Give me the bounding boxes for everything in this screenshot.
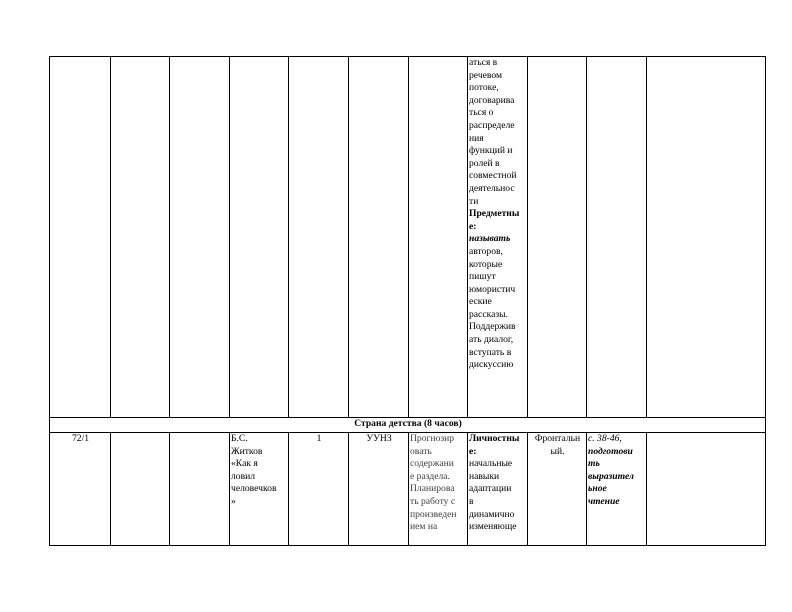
lesson-number: 72/1 [50, 433, 111, 546]
text-line: ием на [410, 521, 438, 533]
text-line: потоке, [469, 82, 499, 94]
table-cell [349, 57, 409, 418]
text-line: ть [588, 458, 600, 470]
lesson-topic [230, 433, 289, 546]
text-line: распределе [469, 119, 515, 131]
text-line: Житков [231, 445, 263, 457]
text-line: Фронтальн [534, 433, 581, 444]
text-line: речевом [469, 69, 503, 81]
text-line: Личностны [469, 433, 520, 444]
table-cell [50, 57, 111, 418]
text-line: вступать в [469, 346, 512, 358]
table-cell [111, 433, 170, 546]
text-line: деятельнос [469, 182, 515, 194]
table-cell [409, 57, 468, 418]
table-cell [170, 57, 230, 418]
text-line: овать [410, 445, 432, 457]
text-line: ти [469, 195, 479, 207]
activity-cell [409, 433, 468, 546]
text-line: выразител [588, 470, 634, 482]
text-line: содержани [410, 458, 454, 470]
table-cell [289, 57, 349, 418]
text-line: ться о [469, 107, 494, 119]
table-row [50, 433, 766, 546]
text-line: Планирова [410, 483, 455, 495]
text-line: изменяюще [469, 521, 517, 533]
results-cell [468, 57, 528, 418]
text-line: е: [469, 445, 477, 457]
text-line: авторов, [469, 245, 503, 257]
text-line: называть [469, 233, 511, 245]
text-line: чтение [588, 495, 620, 507]
text-line: Поддержив [469, 321, 516, 333]
text-line: человечков [231, 483, 277, 495]
text-line: Предметны [469, 208, 520, 220]
text-line: е раздела. [410, 470, 450, 482]
text-line: функций и [469, 145, 513, 157]
text-line: начальные [469, 458, 513, 470]
text-line: произведен [410, 508, 457, 520]
text-line: ать диалог, [469, 334, 514, 346]
text-line: «Как я [231, 458, 258, 470]
hours-count: 1 [289, 433, 349, 546]
text-line: адаптации [469, 483, 512, 495]
text-line: дискуссию [469, 359, 514, 371]
table-row [50, 57, 766, 418]
text-line: рассказы. [469, 308, 508, 320]
table-cell [647, 57, 766, 418]
table-cell [528, 57, 587, 418]
results-cell [468, 433, 528, 546]
text-line: Прогнозир [410, 433, 455, 444]
text-line: навыки [469, 470, 500, 482]
homework-cell [587, 433, 647, 546]
form-cell [528, 433, 587, 546]
text-line: Б.С. [231, 433, 248, 444]
text-line: с. 38-46, [588, 433, 622, 444]
table-cell [170, 433, 230, 546]
text-line: в [469, 495, 474, 507]
text-line: ьное [588, 483, 607, 495]
text-line: » [231, 495, 236, 507]
text-line: ловил [231, 470, 256, 482]
text-line: совместной [469, 170, 517, 182]
text-line: динамично [469, 508, 515, 520]
text-line: ния [469, 132, 484, 144]
text-line: подготови [588, 445, 633, 457]
text-line: которые [469, 258, 503, 270]
table-cell [230, 57, 289, 418]
table-cell [647, 433, 766, 546]
table-cell [111, 57, 170, 418]
text-line: ый. [550, 445, 565, 457]
section-title: Страна детства (8 часов) [50, 418, 766, 433]
text-line: пишут [469, 271, 496, 283]
text-line: аться в [469, 57, 498, 68]
text-line: еские [469, 296, 492, 308]
text-line: ть работу с [410, 495, 456, 507]
text-line: договарива [469, 94, 515, 106]
text-line: юмористич [469, 283, 516, 295]
lesson-type: УУНЗ [349, 433, 409, 546]
text-line: ролей в [469, 157, 500, 169]
text-line: е: [469, 220, 477, 232]
table-cell [587, 57, 647, 418]
section-header-row [50, 418, 766, 433]
lesson-plan-table [49, 56, 766, 546]
